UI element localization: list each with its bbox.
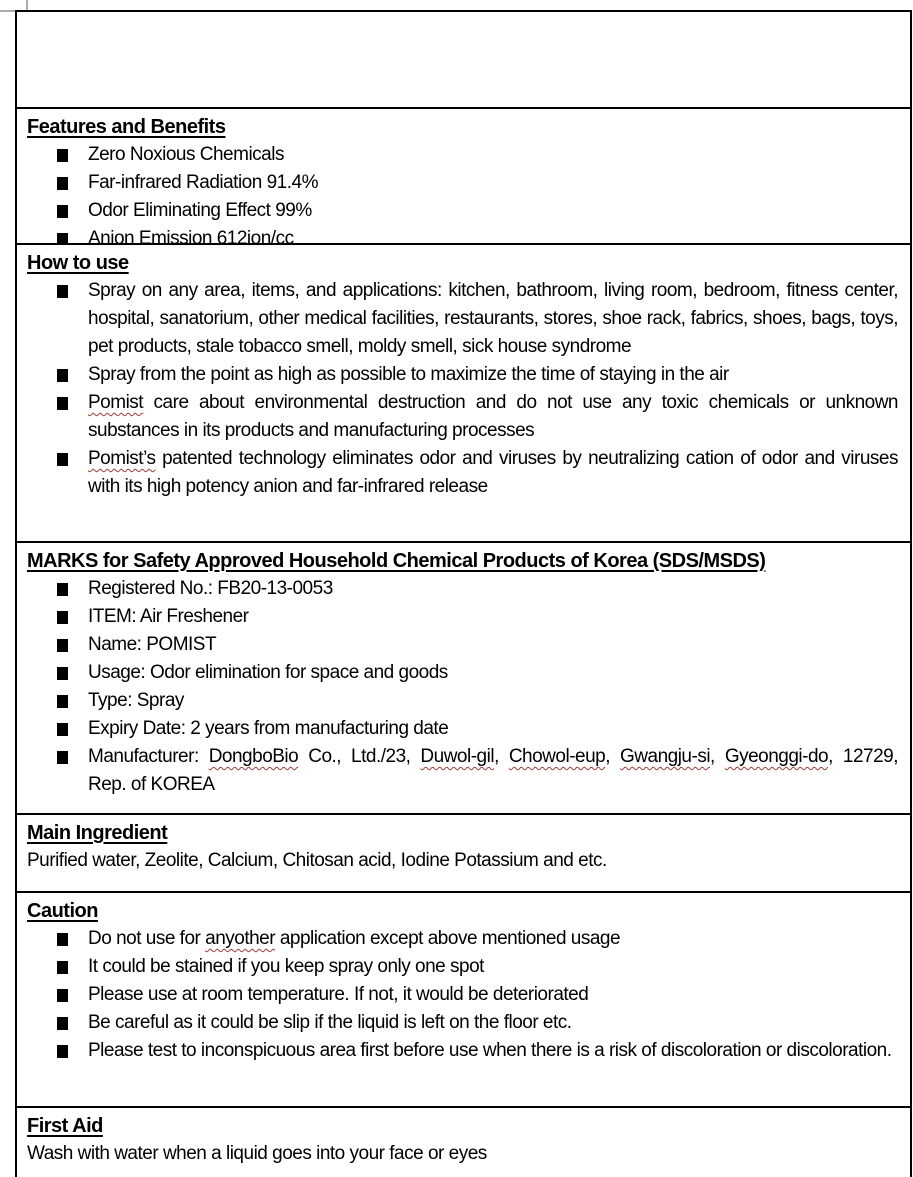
section-how-to-use <box>17 245 910 543</box>
section-marks <box>17 543 910 815</box>
square-bullet-icon <box>57 989 68 1002</box>
bullet-text: Odor Eliminating Effect 99% <box>88 200 312 221</box>
bullet-item <box>27 1037 898 1065</box>
square-bullet-icon <box>57 205 68 218</box>
bullet-text: , <box>710 746 725 767</box>
bullet-text: , <box>605 746 620 767</box>
square-bullet-icon <box>57 453 68 466</box>
bullet-text: Name: POMIST <box>88 634 217 655</box>
bullet-text: ITEM: Air Freshener <box>88 606 249 627</box>
square-bullet-icon <box>57 667 68 680</box>
square-bullet-icon <box>57 611 68 624</box>
bullet-text: application except above mentioned usage <box>275 928 621 949</box>
bullet-item <box>27 141 898 169</box>
misspelled-word: Chowol-eup <box>508 746 606 767</box>
bullet-item <box>27 715 898 743</box>
section-heading: First Aid <box>27 1115 103 1137</box>
square-bullet-icon <box>57 961 68 974</box>
bullet-item <box>27 389 898 445</box>
bullet-text: Type: Spray <box>88 690 184 711</box>
bullet-item <box>27 197 898 225</box>
section-first-aid <box>17 1108 910 1177</box>
section-paragraph: Purified water, Zeolite, Calcium, Chitosan acid, Iodine Potassium and etc. <box>27 850 607 871</box>
bullet-text: Far-infrared Radiation 91.4% <box>88 172 318 193</box>
section-main-ingredient <box>17 815 910 893</box>
bullet-item <box>27 981 898 1009</box>
square-bullet-icon <box>57 1017 68 1030</box>
bullet-item <box>27 1009 898 1037</box>
bullet-text: , <box>494 746 509 767</box>
square-bullet-icon <box>57 723 68 736</box>
square-bullet-icon <box>57 583 68 596</box>
misspelled-word: Gyeonggi-do <box>724 746 829 767</box>
document-table <box>15 10 912 1177</box>
misspelled-word: Duwol-gil <box>420 746 495 767</box>
bullet-text: Anion Emission 612ion/cc <box>88 228 294 245</box>
bullet-text: Manufacturer: <box>88 746 209 767</box>
square-bullet-icon <box>57 639 68 652</box>
misspelled-word: Pomist’s <box>88 448 156 469</box>
square-bullet-icon <box>57 285 68 298</box>
section-heading: Features and Benefits <box>27 116 226 138</box>
bullet-item <box>27 361 898 389</box>
bullet-text: Spray from the point as high as possible to maximize the time of staying in the air <box>88 364 729 385</box>
section-empty-header <box>17 12 910 109</box>
grid-stub-horizontal-line <box>0 10 16 12</box>
bullet-item <box>27 925 898 953</box>
bullet-item <box>27 659 898 687</box>
section-heading: How to use <box>27 252 129 274</box>
bullet-text: Registered No.: FB20-13-0053 <box>88 578 333 599</box>
section-caution <box>17 893 910 1108</box>
bullet-item <box>27 603 898 631</box>
square-bullet-icon <box>57 751 68 764</box>
square-bullet-icon <box>57 149 68 162</box>
section-heading: Caution <box>27 900 98 922</box>
misspelled-word: DongboBio <box>208 746 299 767</box>
bullet-text: Please use at room temperature. If not, it would be deteriorated <box>88 984 589 1005</box>
bullet-text: patented technology eliminates odor and viruses by neutralizing cation of odor and viruses with its high potency anion and far-infrared release <box>88 448 898 497</box>
bullet-item <box>27 953 898 981</box>
bullet-item <box>27 687 898 715</box>
square-bullet-icon <box>57 1045 68 1058</box>
square-bullet-icon <box>57 233 68 245</box>
bullet-item <box>27 575 898 603</box>
bullet-text: , 12729, Rep. of KOREA <box>88 746 898 795</box>
bullet-item <box>27 277 898 361</box>
bullet-text: Spray on any area, items, and applications: kitchen, bathroom, living room, bedroom, fitness center, hospital, sanatorium, other medical facilities, restaurants, stores, shoe rack, fabrics, shoes, bags, toys, pet products, stale tobacco smell, moldy smell, sick house syndrome <box>88 280 898 357</box>
section-heading: Main Ingredient <box>27 822 168 844</box>
bullet-text: Be careful as it could be slip if the liquid is left on the floor etc. <box>88 1012 572 1033</box>
section-heading: MARKS for Safety Approved Household Chemical Products of Korea (SDS/MSDS) <box>27 550 766 572</box>
bullet-text: Co., Ltd./23, <box>298 746 421 767</box>
square-bullet-icon <box>57 369 68 382</box>
section-paragraph: Wash with water when a liquid goes into your face or eyes <box>27 1143 487 1164</box>
square-bullet-icon <box>57 397 68 410</box>
misspelled-word: anyother <box>205 928 276 949</box>
square-bullet-icon <box>57 933 68 946</box>
bullet-text: Expiry Date: 2 years from manufacturing date <box>88 718 449 739</box>
bullet-item <box>27 225 898 245</box>
bullet-item <box>27 743 898 799</box>
bullet-item <box>27 169 898 197</box>
section-features <box>17 109 910 245</box>
misspelled-word: Gwangju-si <box>620 746 711 767</box>
bullet-item <box>27 445 898 501</box>
bullet-text: Usage: Odor elimination for space and goods <box>88 662 448 683</box>
bullet-text: Zero Noxious Chemicals <box>88 144 284 165</box>
bullet-text: care about environmental destruction and do not use any toxic chemicals or unknown substances in its products and manufacturing processes <box>88 392 898 441</box>
bullet-text: Do not use for <box>88 928 206 949</box>
misspelled-word: Pomist <box>88 392 144 413</box>
square-bullet-icon <box>57 695 68 708</box>
bullet-text: It could be stained if you keep spray only one spot <box>88 956 484 977</box>
bullet-text: Please test to inconspicuous area first before use when there is a risk of discoloration or discoloration. <box>88 1040 892 1061</box>
square-bullet-icon <box>57 177 68 190</box>
bullet-item <box>27 631 898 659</box>
